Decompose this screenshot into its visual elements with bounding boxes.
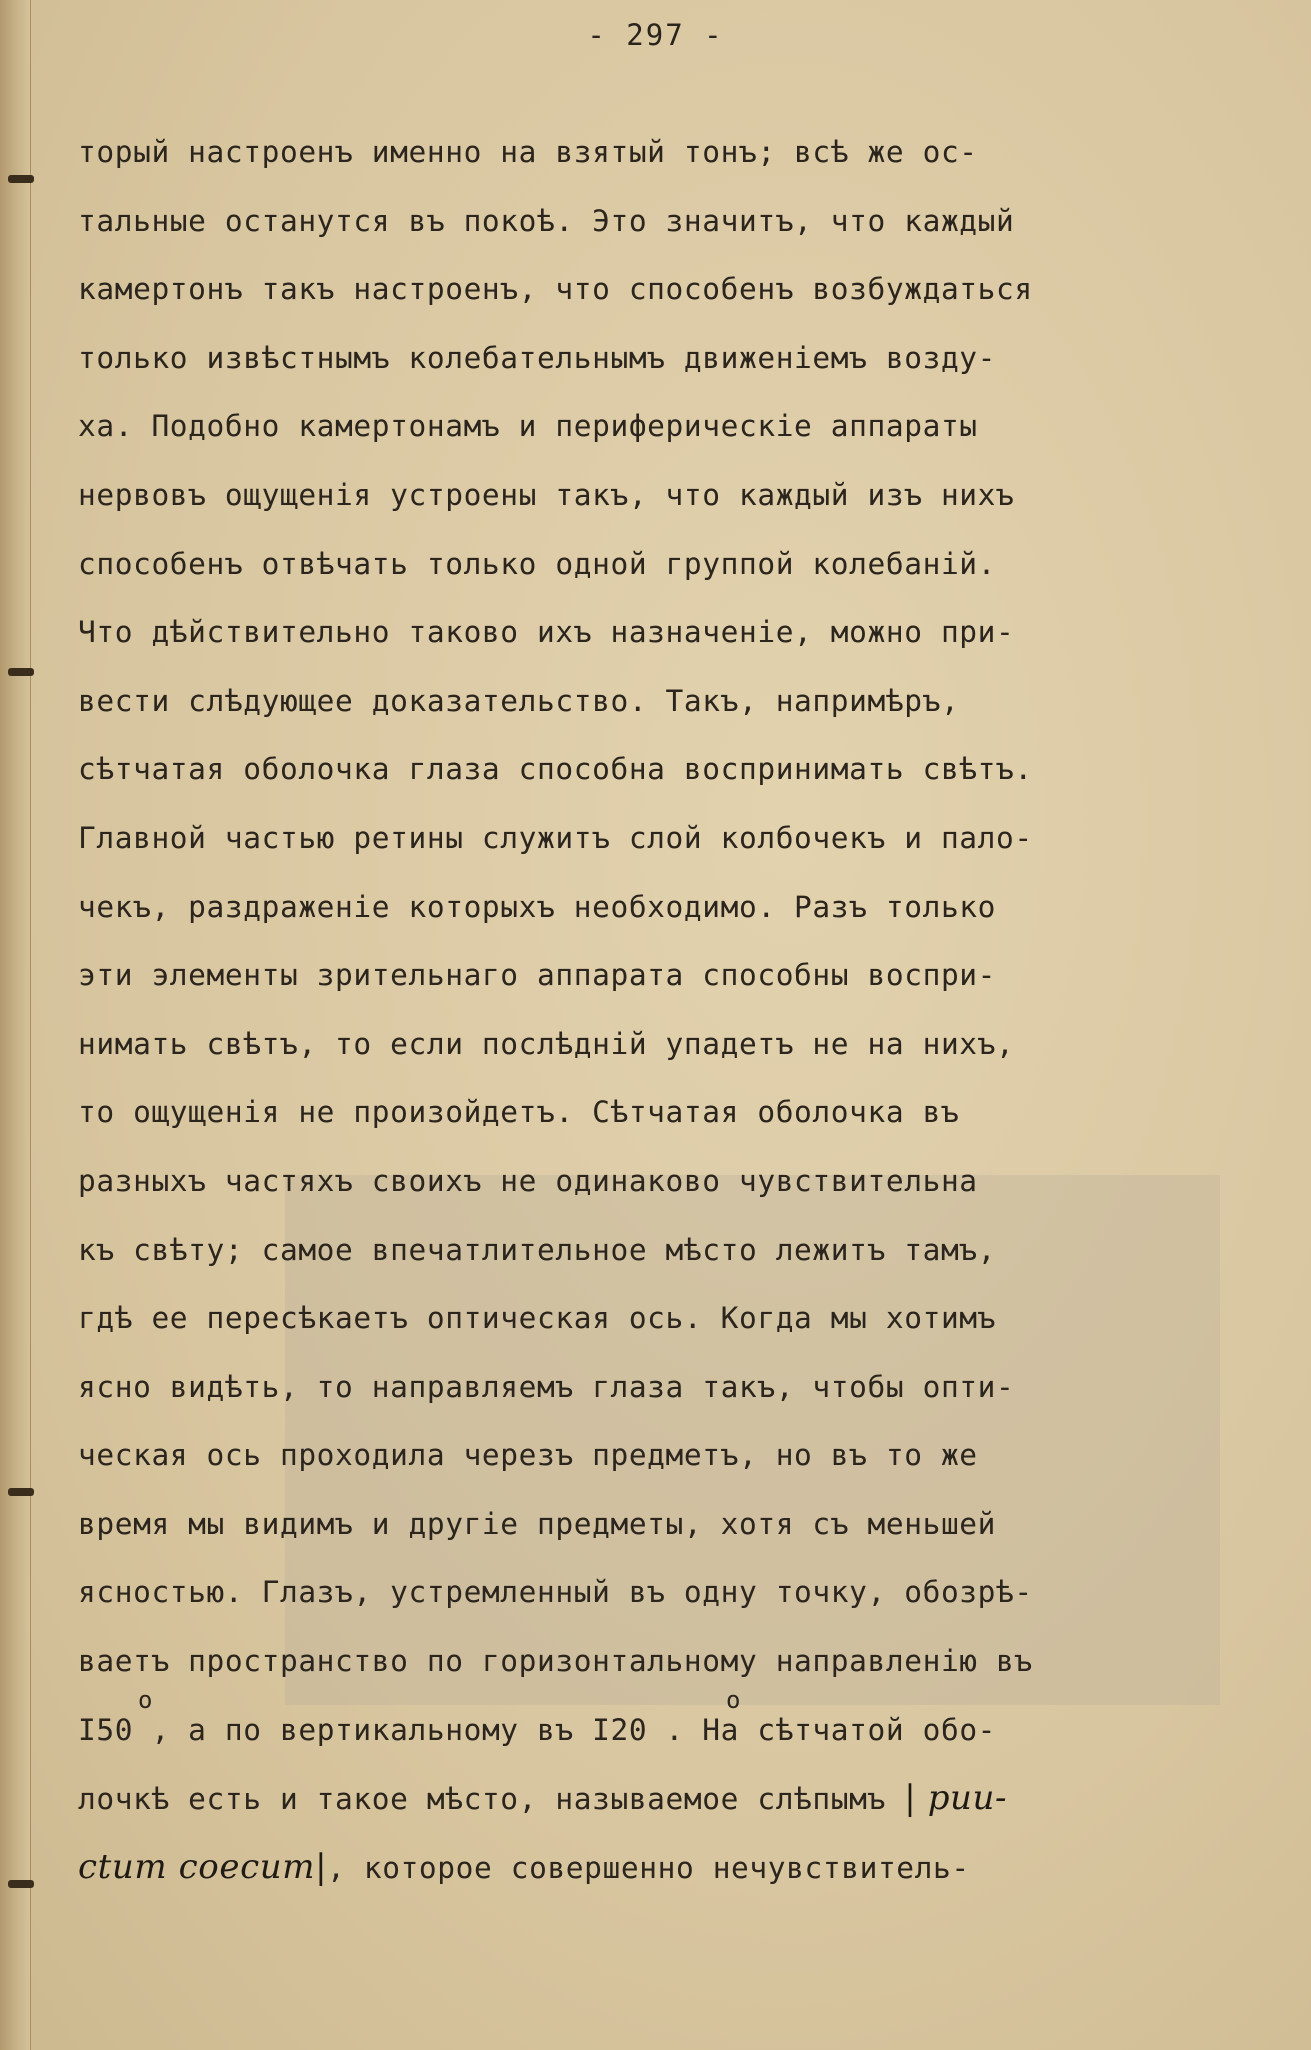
text-line: способенъ отвѣчать только одной группой колебанiй. — [78, 546, 997, 581]
text-line: нервовъ ощущенiя устроены такъ, что каждый изъ нихъ — [78, 477, 1015, 512]
text-line: чекъ, раздраженiе которыхъ необходимо. Разъ только — [78, 889, 997, 924]
text-line: Главной частью ретины служитъ слой колбочекъ и пало- — [78, 820, 1033, 855]
text-line: только извѣстнымъ колебательнымъ движенiемъ возду- — [78, 340, 997, 375]
text-line: эти элементы зрительнаго аппарата способны воспри- — [78, 958, 997, 993]
text-line: ческая ось проходила черезъ предметъ, но въ то же — [78, 1438, 978, 1473]
binding-mark — [8, 1488, 34, 1496]
binding-mark — [8, 175, 34, 183]
text-line: торый настроенъ именно на взятый тонъ; всѣ же ос- — [78, 135, 978, 169]
text-line: сѣтчатая оболочка глаза способна воспринимать свѣтъ. — [78, 752, 1033, 787]
degree-sign: o — [726, 1685, 742, 1714]
degree-value-horizontal: I50 — [78, 1712, 134, 1747]
degree-sign: o — [138, 1685, 154, 1714]
text-line: разныхъ частяхъ своихъ не одинаково чувствительна — [78, 1163, 978, 1198]
text-line: гдѣ ее пересѣкаетъ оптическая ось. Когда мы хотимъ — [78, 1301, 997, 1336]
binding-mark — [8, 668, 34, 676]
body-text — [78, 118, 1218, 1901]
text-line: время мы видимъ и другiе предметы, хотя съ меньшей — [78, 1506, 997, 1541]
text-line: вести слѣдующее доказательство. Такъ, напримѣръ, — [78, 683, 960, 718]
text-line: Что дѣйствительно таково ихъ назначенiе, можно при- — [78, 615, 1015, 650]
text-line: нимать свѣтъ, то если послѣднiй упадетъ не на нихъ, — [78, 1026, 1015, 1061]
page-left-edge — [0, 0, 31, 2050]
text-line: къ свѣту; самое впечатлительное мѣсто лежитъ тамъ, — [78, 1232, 997, 1267]
text-line: ctum coecum|, которое совершенно нечувствитель- — [78, 1846, 970, 1887]
degree-line — [78, 1685, 1218, 1765]
text-line: лочкѣ есть и такое мѣсто, называемое слѣпымъ | puu- — [78, 1778, 1008, 1819]
page-number: - 297 - — [587, 18, 724, 52]
handwritten-annotation: ctum coecum| — [78, 1846, 328, 1887]
text-line: ясностью. Глазъ, устремленный въ одну точку, обозрѣ- — [78, 1575, 1033, 1610]
text-line: ха. Подобно камертонамъ и периферическiе аппараты — [78, 409, 978, 444]
degree-line-end: . На сѣтчатой обо- — [647, 1712, 997, 1747]
text-line: ваетъ пространство по горизонтальному направленiю въ — [78, 1644, 1033, 1679]
handwritten-annotation: | puu- — [904, 1778, 1008, 1819]
text-line: тальные останутся въ покоѣ. Это значитъ, что каждый — [78, 203, 1015, 238]
text-line: то ощущенiя не произойдетъ. Сѣтчатая оболочка въ — [78, 1095, 960, 1130]
text-line: ясно видѣть, то направляемъ глаза такъ, чтобы опти- — [78, 1369, 1015, 1404]
binding-mark — [8, 1880, 34, 1888]
degree-line-middle: , а по вертикальному въ I20 — [133, 1712, 648, 1747]
text-line: камертонъ такъ настроенъ, что способенъ возбуждаться — [78, 272, 1033, 307]
